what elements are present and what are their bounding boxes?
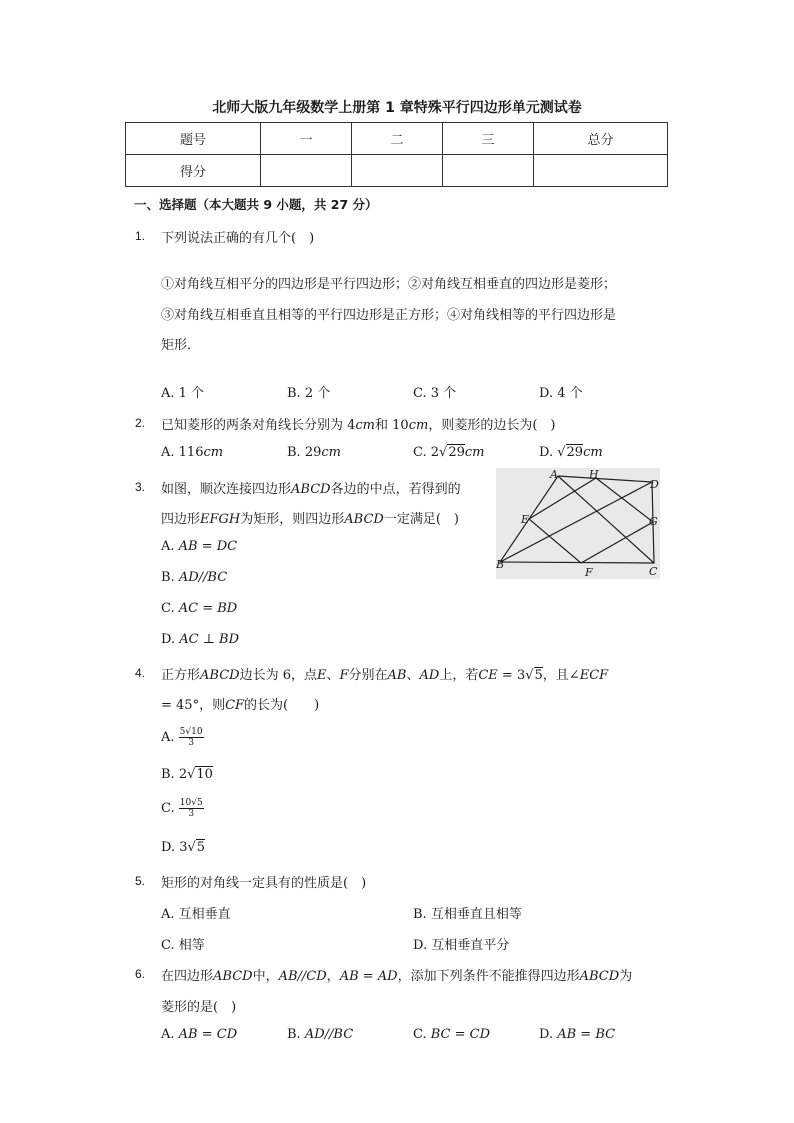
option-b[interactable]: B. 29cm [287,445,341,460]
question-number: 5. [135,874,146,888]
question-number: 4. [135,666,146,680]
option-c[interactable]: C. 2√29cm [413,445,485,460]
option-d[interactable]: D. 3√5 [161,840,206,855]
table-cell: 得分 [126,155,261,187]
statement-line: ①对角线互相平分的四边形是平行四边形；②对角线互相垂直的四边形是菱形； [161,277,617,292]
option-a[interactable]: A. AB = DC [161,539,238,554]
fraction: $\frac{5√10}{3}$ [179,727,203,748]
quadrilateral-figure [496,468,660,579]
option-d[interactable]: D. AB = BC [539,1027,616,1042]
option-d[interactable]: D. AC ⊥ BD [161,632,240,647]
label-h: H [589,468,599,481]
table-cell: 题号 [126,123,261,155]
table-cell [352,155,443,187]
statement-line: 矩形． [161,338,201,353]
question-stem: 四边形EFGH为矩形，则四边形ABCD一定满足( ) [161,512,459,527]
label-e: E [521,513,530,526]
question-number: 6. [135,967,146,981]
option-c[interactable]: C. $\frac{10√5}{3}$ [161,798,203,819]
question-stem: 正方形ABCD边长为 6，点E、F分别在AB、AD上，若CE = 3√5，且∠ECF [161,668,609,683]
question-stem: 下列说法正确的有几个( ) [161,231,315,246]
question-stem: 在四边形ABCD中，AB//CD，AB = AD，添加下列条件不能推得四边形ABCD为 [161,969,633,984]
table-cell: 一 [261,123,352,155]
option-c[interactable]: C. 相等 [161,938,205,953]
question-stem: 矩形的对角线一定具有的性质是( ) [161,876,367,891]
option-b[interactable]: B. AD//BC [287,1027,354,1042]
option-c[interactable]: C. BC = CD [413,1027,491,1042]
option-c[interactable]: C. 3 个 [413,386,457,401]
option-a[interactable]: A. $\frac{5√10}{3}$ [161,727,203,748]
option-c[interactable]: C. AC = BD [161,601,238,616]
option-b[interactable]: B. 2√10 [161,767,213,782]
label-g: G [649,515,658,528]
option-d[interactable]: D. 4 个 [539,386,583,401]
score-table-header-row [126,123,668,155]
score-table-score-row [126,155,668,187]
table-cell [443,155,534,187]
label-b: B [496,558,505,571]
figure-svg [496,468,660,579]
table-cell [261,155,352,187]
option-a[interactable]: A. 1 个 [161,386,205,401]
label-c: C [649,565,658,578]
score-table [125,122,668,187]
option-a[interactable]: A. AB = CD [161,1027,238,1042]
question-number: 1. [135,229,146,243]
table-cell [534,155,668,187]
question-number: 3. [135,480,146,494]
question-stem: 如图，顺次连接四边形ABCD各边的中点，若得到的 [161,482,461,497]
option-d[interactable]: D. √29cm [539,445,603,460]
label-d: D [650,478,659,491]
option-b[interactable]: B. 2 个 [287,386,331,401]
section-heading: 一、选择题（本大题共 9 小题，共 27 分） [134,197,378,212]
label-f: F [585,566,593,579]
question-stem: = 45°，则CF的长为( ) [161,698,320,713]
question-stem: 菱形的是( ) [161,1000,237,1015]
option-a[interactable]: A. 116cm [161,445,224,460]
option-d[interactable]: D. 互相垂直平分 [413,938,510,953]
page-title: 北师大版九年级数学上册第 1 章特殊平行四边形单元测试卷 [212,100,582,116]
statement-line: ③对角线互相垂直且相等的平行四边形是正方形；④对角线相等的平行四边形是 [161,308,617,323]
table-cell: 二 [352,123,443,155]
option-b[interactable]: B. AD//BC [161,570,228,585]
label-a: A [550,468,558,481]
option-a[interactable]: A. 互相垂直 [161,907,231,922]
table-cell: 三 [443,123,534,155]
question-stem: 已知菱形的两条对角线长分别为 4cm和 10cm，则菱形的边长为( ) [161,418,556,433]
table-cell: 总分 [534,123,668,155]
option-b[interactable]: B. 互相垂直且相等 [413,907,522,922]
fraction: $\frac{10√5}{3}$ [179,798,203,819]
question-number: 2. [135,416,146,430]
